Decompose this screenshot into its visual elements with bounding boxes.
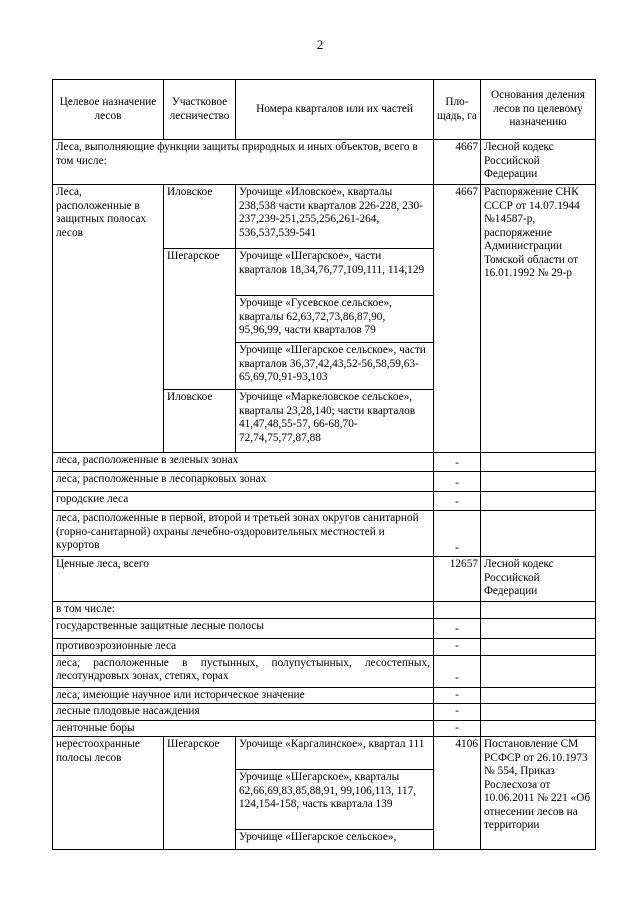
- strips-quarters: Урочище «Гусевское сельское», кварталы 62,63,72,73,86,87,90, 95,96,99, части кварталов 79: [236, 296, 434, 343]
- category-label: леса, расположенные в лесопарковых зонах: [53, 472, 434, 492]
- header-area: Пло-щадь, га: [434, 80, 481, 140]
- valuable-row: [53, 557, 596, 602]
- valuable-category-area: -: [434, 704, 481, 721]
- category-row: [53, 492, 596, 511]
- category-basis: [481, 453, 596, 472]
- header-basis: Основания деления лесов по целевому назначению: [481, 80, 596, 140]
- valuable-category-label: ленточные боры: [53, 720, 434, 737]
- spawning-label: нерестоохранные полосы лесов: [53, 737, 164, 850]
- header-row: [53, 80, 596, 140]
- valuable-category-area: -: [434, 655, 481, 687]
- category-row: [53, 472, 596, 492]
- spawning-quarters: Урочище «Шегарское сельское»,: [236, 830, 434, 850]
- valuable-category-area: -: [434, 638, 481, 655]
- including-area: [434, 602, 481, 619]
- strips-district: Иловское: [164, 390, 236, 453]
- forest-purpose-table: [52, 79, 596, 850]
- protective-row: [53, 140, 596, 185]
- category-area: -: [434, 492, 481, 511]
- valuable-category-basis: [481, 704, 596, 721]
- header-district: Участковое лесничество: [164, 80, 236, 140]
- valuable-category-basis: [481, 655, 596, 687]
- valuable-category-label: противоэрозионные леса: [53, 638, 434, 655]
- valuable-category-label: леса, расположенные в пустынных, полупустынных, лесостепных, лесотундровых зонах, степях, горах: [53, 655, 434, 687]
- strips-quarters: Урочище «Иловское», кварталы 238,538 части кварталов 226-228, 230-237,239-251,255,256,261-264, 536,537,539-541: [236, 185, 434, 249]
- including-label: в том числе:: [53, 602, 434, 619]
- category-area: -: [434, 453, 481, 472]
- category-area: -: [434, 472, 481, 492]
- category-row: [53, 453, 596, 472]
- strips-district: Иловское: [164, 185, 236, 249]
- spawning-quarters: Урочище «Каргалинское», квартал 111: [236, 737, 434, 770]
- valuable-category-basis: [481, 687, 596, 704]
- spawning-district: Шегарское: [164, 737, 236, 850]
- strips-row: [53, 185, 596, 249]
- valuable-category-area: -: [434, 720, 481, 737]
- category-basis: [481, 492, 596, 511]
- category-label: леса, расположенные в зеленых зонах: [53, 453, 434, 472]
- valuable-category-row: [53, 655, 596, 687]
- page-number: 2: [316, 37, 324, 52]
- valuable-category-label: лесные плодовые насаждения: [53, 704, 434, 721]
- category-label: леса, расположенные в первой, второй и третьей зонах округов санитарной (горно-санитарной) охраны лечебно-оздоровительных местностей и курортов: [53, 511, 434, 557]
- valuable-category-row: [53, 687, 596, 704]
- valuable-category-area: -: [434, 618, 481, 638]
- spawning-basis: Постановление СМ РСФСР от 26.10.1973 № 554, Приказ Рослесхоза от 10.06.2011 № 221 «Об отнесении лесов на территории: [481, 737, 596, 850]
- protective-label: Леса, выполняющие функции защиты природных и иных объектов, всего в том числе:: [53, 140, 434, 185]
- valuable-label: Ценные леса, всего: [53, 557, 434, 602]
- valuable-basis: Лесной кодекс Российской Федерации: [481, 557, 596, 602]
- category-basis: [481, 472, 596, 492]
- valuable-category-basis: [481, 638, 596, 655]
- valuable-category-basis: [481, 720, 596, 737]
- valuable-category-row: [53, 638, 596, 655]
- spawning-row: [53, 737, 596, 770]
- strips-quarters: Урочище «Маркеловское сельское», кварталы 23,28,140; части кварталов 41,47,48,55-57, 66-68,70-72,74,75,77,87,88: [236, 390, 434, 453]
- category-area: -: [434, 511, 481, 557]
- spawning-area: 4106: [434, 737, 481, 850]
- strips-quarters: Урочище «Шегарское сельское», части кварталов 36,37,42,43,52-56,58,59,63-65,69,70,91-93,103: [236, 343, 434, 390]
- valuable-category-basis: [481, 618, 596, 638]
- strips-district: Шегарское: [164, 249, 236, 390]
- header-quarters: Номера кварталов или их частей: [236, 80, 434, 140]
- including-row: [53, 602, 596, 619]
- valuable-category-row: [53, 720, 596, 737]
- strips-label: Леса, расположенные в защитных полосах лесов: [53, 185, 164, 453]
- valuable-category-label: леса, имеющие научное или историческое значение: [53, 687, 434, 704]
- category-basis: [481, 511, 596, 557]
- spawning-quarters: Урочище «Шегарское», кварталы 62,66,69,83,85,88,91, 99,106,113, 117, 124,154-158, часть квартала 139: [236, 770, 434, 830]
- protective-area: 4667: [434, 140, 481, 185]
- valuable-category-row: [53, 618, 596, 638]
- valuable-area: 12657: [434, 557, 481, 602]
- valuable-category-area: -: [434, 687, 481, 704]
- valuable-category-row: [53, 704, 596, 721]
- strips-quarters: Урочище «Шегарское», части кварталов 18,34,76,77,109,111, 114,129: [236, 249, 434, 296]
- category-row: [53, 511, 596, 557]
- category-label: городские леса: [53, 492, 434, 511]
- including-basis: [481, 602, 596, 619]
- strips-basis: Распоряжение СНК СССР от 14.07.1944 №14587-р, распоряжение Администрации Томской области от 16.01.1992 № 29-р: [481, 185, 596, 453]
- strips-area: 4667: [434, 185, 481, 453]
- protective-basis: Лесной кодекс Российской Федерации: [481, 140, 596, 185]
- header-purpose: Целевое назначение лесов: [53, 80, 164, 140]
- valuable-category-label: государственные защитные лесные полосы: [53, 618, 434, 638]
